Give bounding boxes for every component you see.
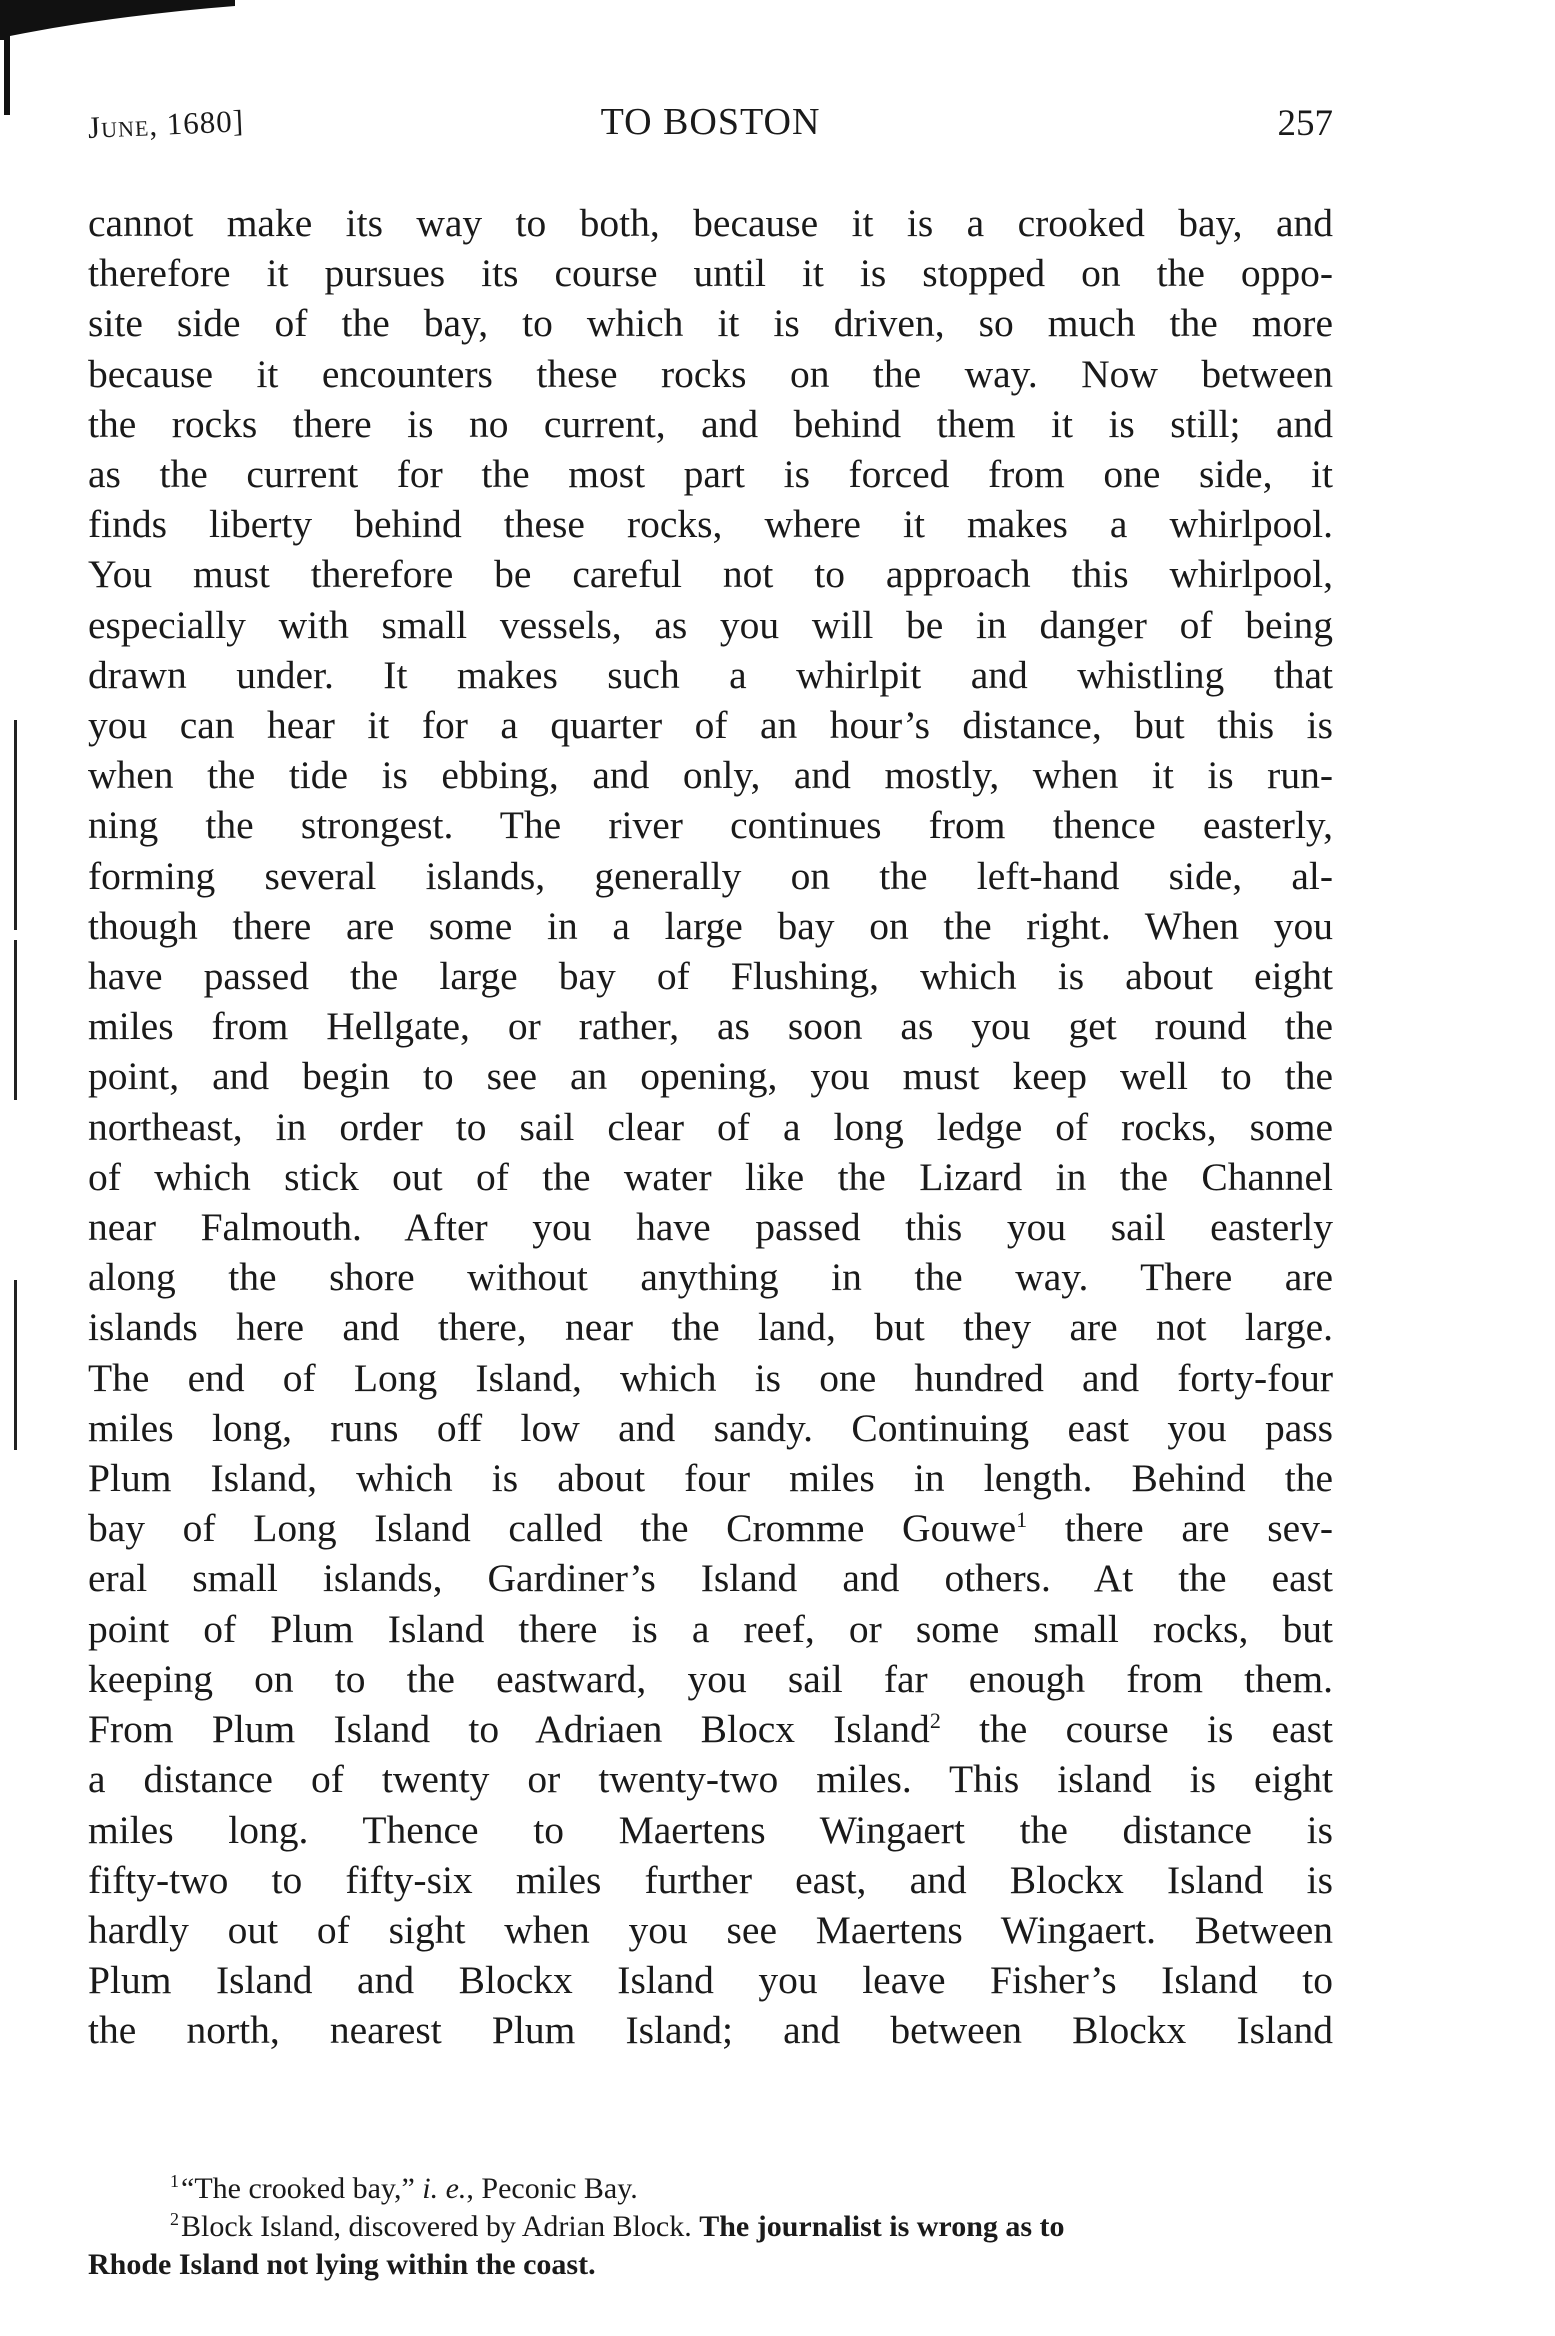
text-line: forming several islands, generally on the left-hand side, al- bbox=[88, 853, 1333, 898]
footnote-1 bbox=[88, 2170, 1333, 2208]
footnote-2 bbox=[88, 2208, 1333, 2246]
text-line: Plum Island, which is about four miles in length. Behind the bbox=[88, 1456, 1333, 1501]
text-line: fifty-two to fifty-six miles further east, and Blockx Island is bbox=[88, 1857, 1333, 1902]
text-line: the rocks there is no current, and behind them it is still; and bbox=[88, 401, 1333, 446]
text-line: especially with small vessels, as you will be in danger of being bbox=[88, 602, 1333, 647]
footnote-text: Block Island, discovered by Adrian Block. bbox=[181, 2210, 700, 2243]
page-number: 257 bbox=[1277, 103, 1333, 144]
footnote-number: 2 bbox=[170, 2209, 179, 2229]
text-line-with-footnote-ref bbox=[88, 1704, 1333, 1754]
footnote-annotation: Rhode Island not lying within the coast. bbox=[88, 2248, 596, 2281]
text-line: site side of the bay, to which it is driven, so much the more bbox=[88, 301, 1333, 346]
text-line: The end of Long Island, which is one hundred and forty-four bbox=[88, 1355, 1333, 1400]
text-line: you can hear it for a quarter of an hour’s distance, but this is bbox=[88, 703, 1333, 748]
margin-rule bbox=[14, 1280, 17, 1450]
running-header bbox=[88, 100, 1333, 160]
text-line: though there are some in a large bay on the right. When you bbox=[88, 903, 1333, 948]
text-line: islands here and there, near the land, but they are not large. bbox=[88, 1305, 1333, 1350]
body-text bbox=[88, 198, 1333, 2056]
page-corner-mark bbox=[0, 0, 235, 115]
footnote-text: , Peconic Bay. bbox=[466, 2172, 638, 2205]
footnote-2-continuation bbox=[88, 2246, 1333, 2284]
text-line: miles long, runs off low and sandy. Continuing east you pass bbox=[88, 1405, 1333, 1450]
text-line-part: bay of Long Island called the Cromme Gouwe bbox=[88, 1506, 1017, 1551]
text-line: miles from Hellgate, or rather, as soon as you get round the bbox=[88, 1004, 1333, 1049]
text-line: miles long. Thence to Maertens Wingaert the distance is bbox=[88, 1807, 1333, 1852]
text-line: cannot make its way to both, because it is a crooked bay, and bbox=[88, 201, 1333, 245]
text-line: You must therefore be careful not to approach this whirlpool, bbox=[88, 552, 1333, 597]
text-line: eral small islands, Gardiner’s Island and others. At the east bbox=[88, 1556, 1333, 1601]
text-line: have passed the large bay of Flushing, which is about eight bbox=[88, 954, 1333, 999]
text-line: drawn under. It makes such a whirlpit and whistling that bbox=[88, 652, 1333, 697]
footnote-abbrev: i. e. bbox=[422, 2172, 467, 2205]
text-line: point, and begin to see an opening, you must keep well to the bbox=[88, 1054, 1333, 1099]
text-line: of which stick out of the water like the Lizard in the Channel bbox=[88, 1154, 1333, 1199]
running-title: TO BOSTON bbox=[600, 101, 821, 143]
text-line-part: the course is east bbox=[940, 1707, 1333, 1752]
text-line: as the current for the most part is forced from one side, it bbox=[88, 452, 1333, 497]
text-line: near Falmouth. After you have passed this you sail easterly bbox=[88, 1205, 1333, 1250]
footnote-text: “The crooked bay,” bbox=[181, 2172, 423, 2205]
text-line: along the shore without anything in the way. There are bbox=[88, 1255, 1333, 1300]
text-line: when the tide is ebbing, and only, and mostly, when it is run- bbox=[88, 753, 1333, 798]
text-line-part: there are sev- bbox=[1027, 1506, 1333, 1551]
text-line: because it encounters these rocks on the way. Now between bbox=[88, 351, 1333, 396]
footnote-ref-2[interactable]: 2 bbox=[929, 1708, 941, 1734]
text-line: ning the strongest. The river continues from thence easterly, bbox=[88, 803, 1333, 848]
text-line: hardly out of sight when you see Maertens Wingaert. Between bbox=[88, 1907, 1333, 1952]
text-line: finds liberty behind these rocks, where it makes a whirlpool. bbox=[88, 502, 1333, 547]
text-line: therefore it pursues its course until it is stopped on the oppo- bbox=[88, 251, 1333, 296]
margin-rule bbox=[14, 720, 17, 930]
text-line: the north, nearest Plum Island; and between Blockx Island bbox=[88, 2008, 1333, 2053]
footnote-annotation: The journalist is wrong as to bbox=[699, 2210, 1065, 2243]
text-line: keeping on to the eastward, you sail far enough from them. bbox=[88, 1656, 1333, 1701]
text-line: northeast, in order to sail clear of a long ledge of rocks, some bbox=[88, 1104, 1333, 1149]
footnote-ref-1[interactable]: 1 bbox=[1016, 1507, 1028, 1533]
text-line: point of Plum Island there is a reef, or some small rocks, but bbox=[88, 1606, 1333, 1651]
text-line-part: From Plum Island to Adriaen Blocx Island bbox=[88, 1707, 930, 1752]
text-line: Plum Island and Blockx Island you leave Fisher’s Island to bbox=[88, 1958, 1333, 2003]
margin-rule bbox=[14, 940, 17, 1100]
text-line-with-footnote-ref bbox=[88, 1503, 1333, 1553]
text-line: a distance of twenty or twenty-two miles. This island is eight bbox=[88, 1757, 1333, 1802]
running-date: June, 1680] bbox=[87, 103, 245, 145]
footnote-number: 1 bbox=[170, 2171, 179, 2191]
footnotes bbox=[88, 2170, 1333, 2284]
